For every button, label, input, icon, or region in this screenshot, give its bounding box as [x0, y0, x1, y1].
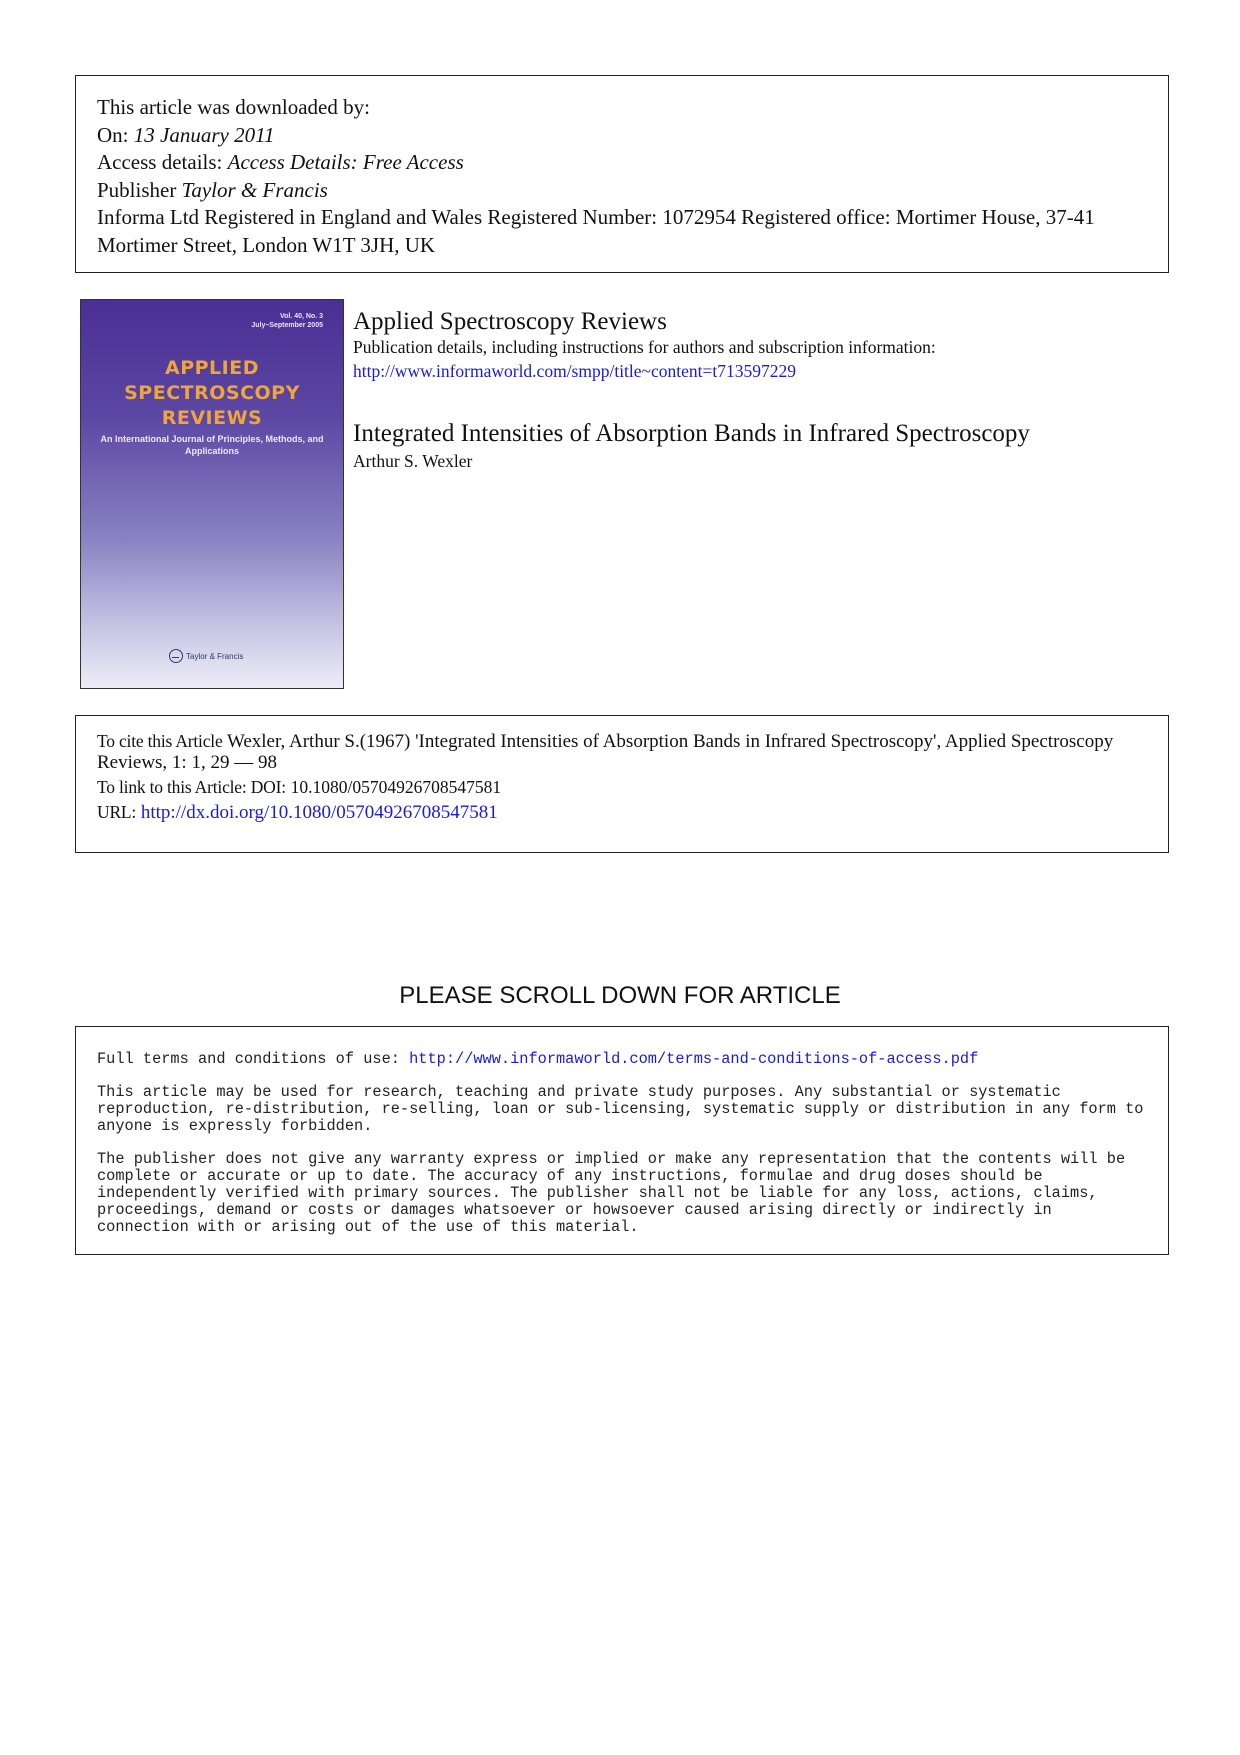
download-info-box	[75, 75, 1169, 273]
taylor-francis-logo-icon	[169, 649, 183, 663]
cite-line	[97, 731, 1148, 773]
scroll-notice: PLEASE SCROLL DOWN FOR ARTICLE	[399, 982, 841, 1009]
publication-details: Publication details, including instructions for authors and subscription information:	[353, 337, 936, 357]
usage-paragraph: This article may be used for research, teaching and private study purposes. Any substantial or systematic reproduction, re-distribution, re-selling, loan or sub-licensing, systematic supply or distribution in any form to anyone is expressly forbidden.	[97, 1083, 1144, 1135]
cover-publisher-name: Taylor & Francis	[186, 651, 244, 661]
article-author: Arthur S. Wexler	[353, 451, 473, 471]
cover-volume-date: July–September 2005	[251, 322, 323, 329]
publisher-label: Publisher	[97, 177, 177, 202]
doi-label: To link to this Article: DOI:	[97, 777, 286, 797]
cover-title-line: APPLIED	[165, 357, 259, 379]
terms-line	[97, 1051, 1150, 1068]
disclaimer-paragraph: The publisher does not give any warranty express or implied or make any representation that the contents will be complete or accurate or up to date. The accuracy of any instructions, formulae and drug doses should be independently verified with primary sources. The publisher shall not be liable for any loss, actions, claims, proceedings, demand or costs or damages whatsoever or howsoever caused arising directly or indirectly in connection with or arising out of the use of this material.	[97, 1150, 1126, 1236]
publisher-value: Taylor & Francis	[181, 177, 328, 202]
cover-volume	[251, 312, 323, 330]
cover-title-line: REVIEWS	[161, 407, 263, 429]
doi-url-link[interactable]: http://dx.doi.org/10.1080/05704926708547581	[140, 802, 498, 823]
publisher-line	[97, 177, 1148, 205]
access-value: Access Details: Free Access	[227, 150, 464, 174]
cover-subtitle: An International Journal of Principles, Methods, and Applications	[100, 434, 324, 456]
article-title: Integrated Intensities of Absorption Bands in Infrared Spectroscopy	[353, 420, 1030, 447]
downloaded-by-line: This article was downloaded by:	[97, 95, 370, 119]
cover-title-line: SPECTROSCOPY	[124, 382, 300, 404]
cover-volume-number: Vol. 40, No. 3	[279, 313, 323, 320]
doi-value: 10.1080/05704926708547581	[290, 777, 502, 797]
cite-text: Wexler, Arthur S.(1967) 'Integrated Intensities of Absorption Bands in Infrared Spectroscopy', Applied Spectroscopy Reviews, 1: 1, 29 — 98	[97, 731, 1114, 773]
terms-box	[75, 1026, 1169, 1255]
journal-link[interactable]: http://www.informaworld.com/smpp/title~content=t713597229	[353, 361, 797, 381]
cite-label: To cite this Article	[97, 731, 223, 751]
cover-title	[81, 356, 343, 431]
registered-office-text: Informa Ltd Registered in England and Wales Registered Number: 1072954 Registered office: Mortimer House, 37-41 Mortimer Street, London W1T 3JH, UK	[97, 205, 1095, 257]
doi-line	[97, 777, 1148, 798]
terms-label: Full terms and conditions of use:	[97, 1050, 400, 1068]
download-date: 13 January 2011	[133, 122, 275, 147]
journal-title: Applied Spectroscopy Reviews	[353, 308, 667, 335]
access-label: Access details:	[97, 150, 223, 174]
terms-link[interactable]: http://www.informaworld.com/terms-and-conditions-of-access.pdf	[409, 1050, 979, 1068]
journal-cover-image	[80, 299, 344, 689]
access-details-line	[97, 149, 1148, 177]
url-label: URL:	[97, 802, 137, 822]
url-line	[97, 802, 1148, 823]
on-label: On:	[97, 122, 129, 147]
download-date-line	[97, 122, 1148, 150]
citation-box	[75, 715, 1169, 853]
cover-publisher	[169, 649, 243, 663]
